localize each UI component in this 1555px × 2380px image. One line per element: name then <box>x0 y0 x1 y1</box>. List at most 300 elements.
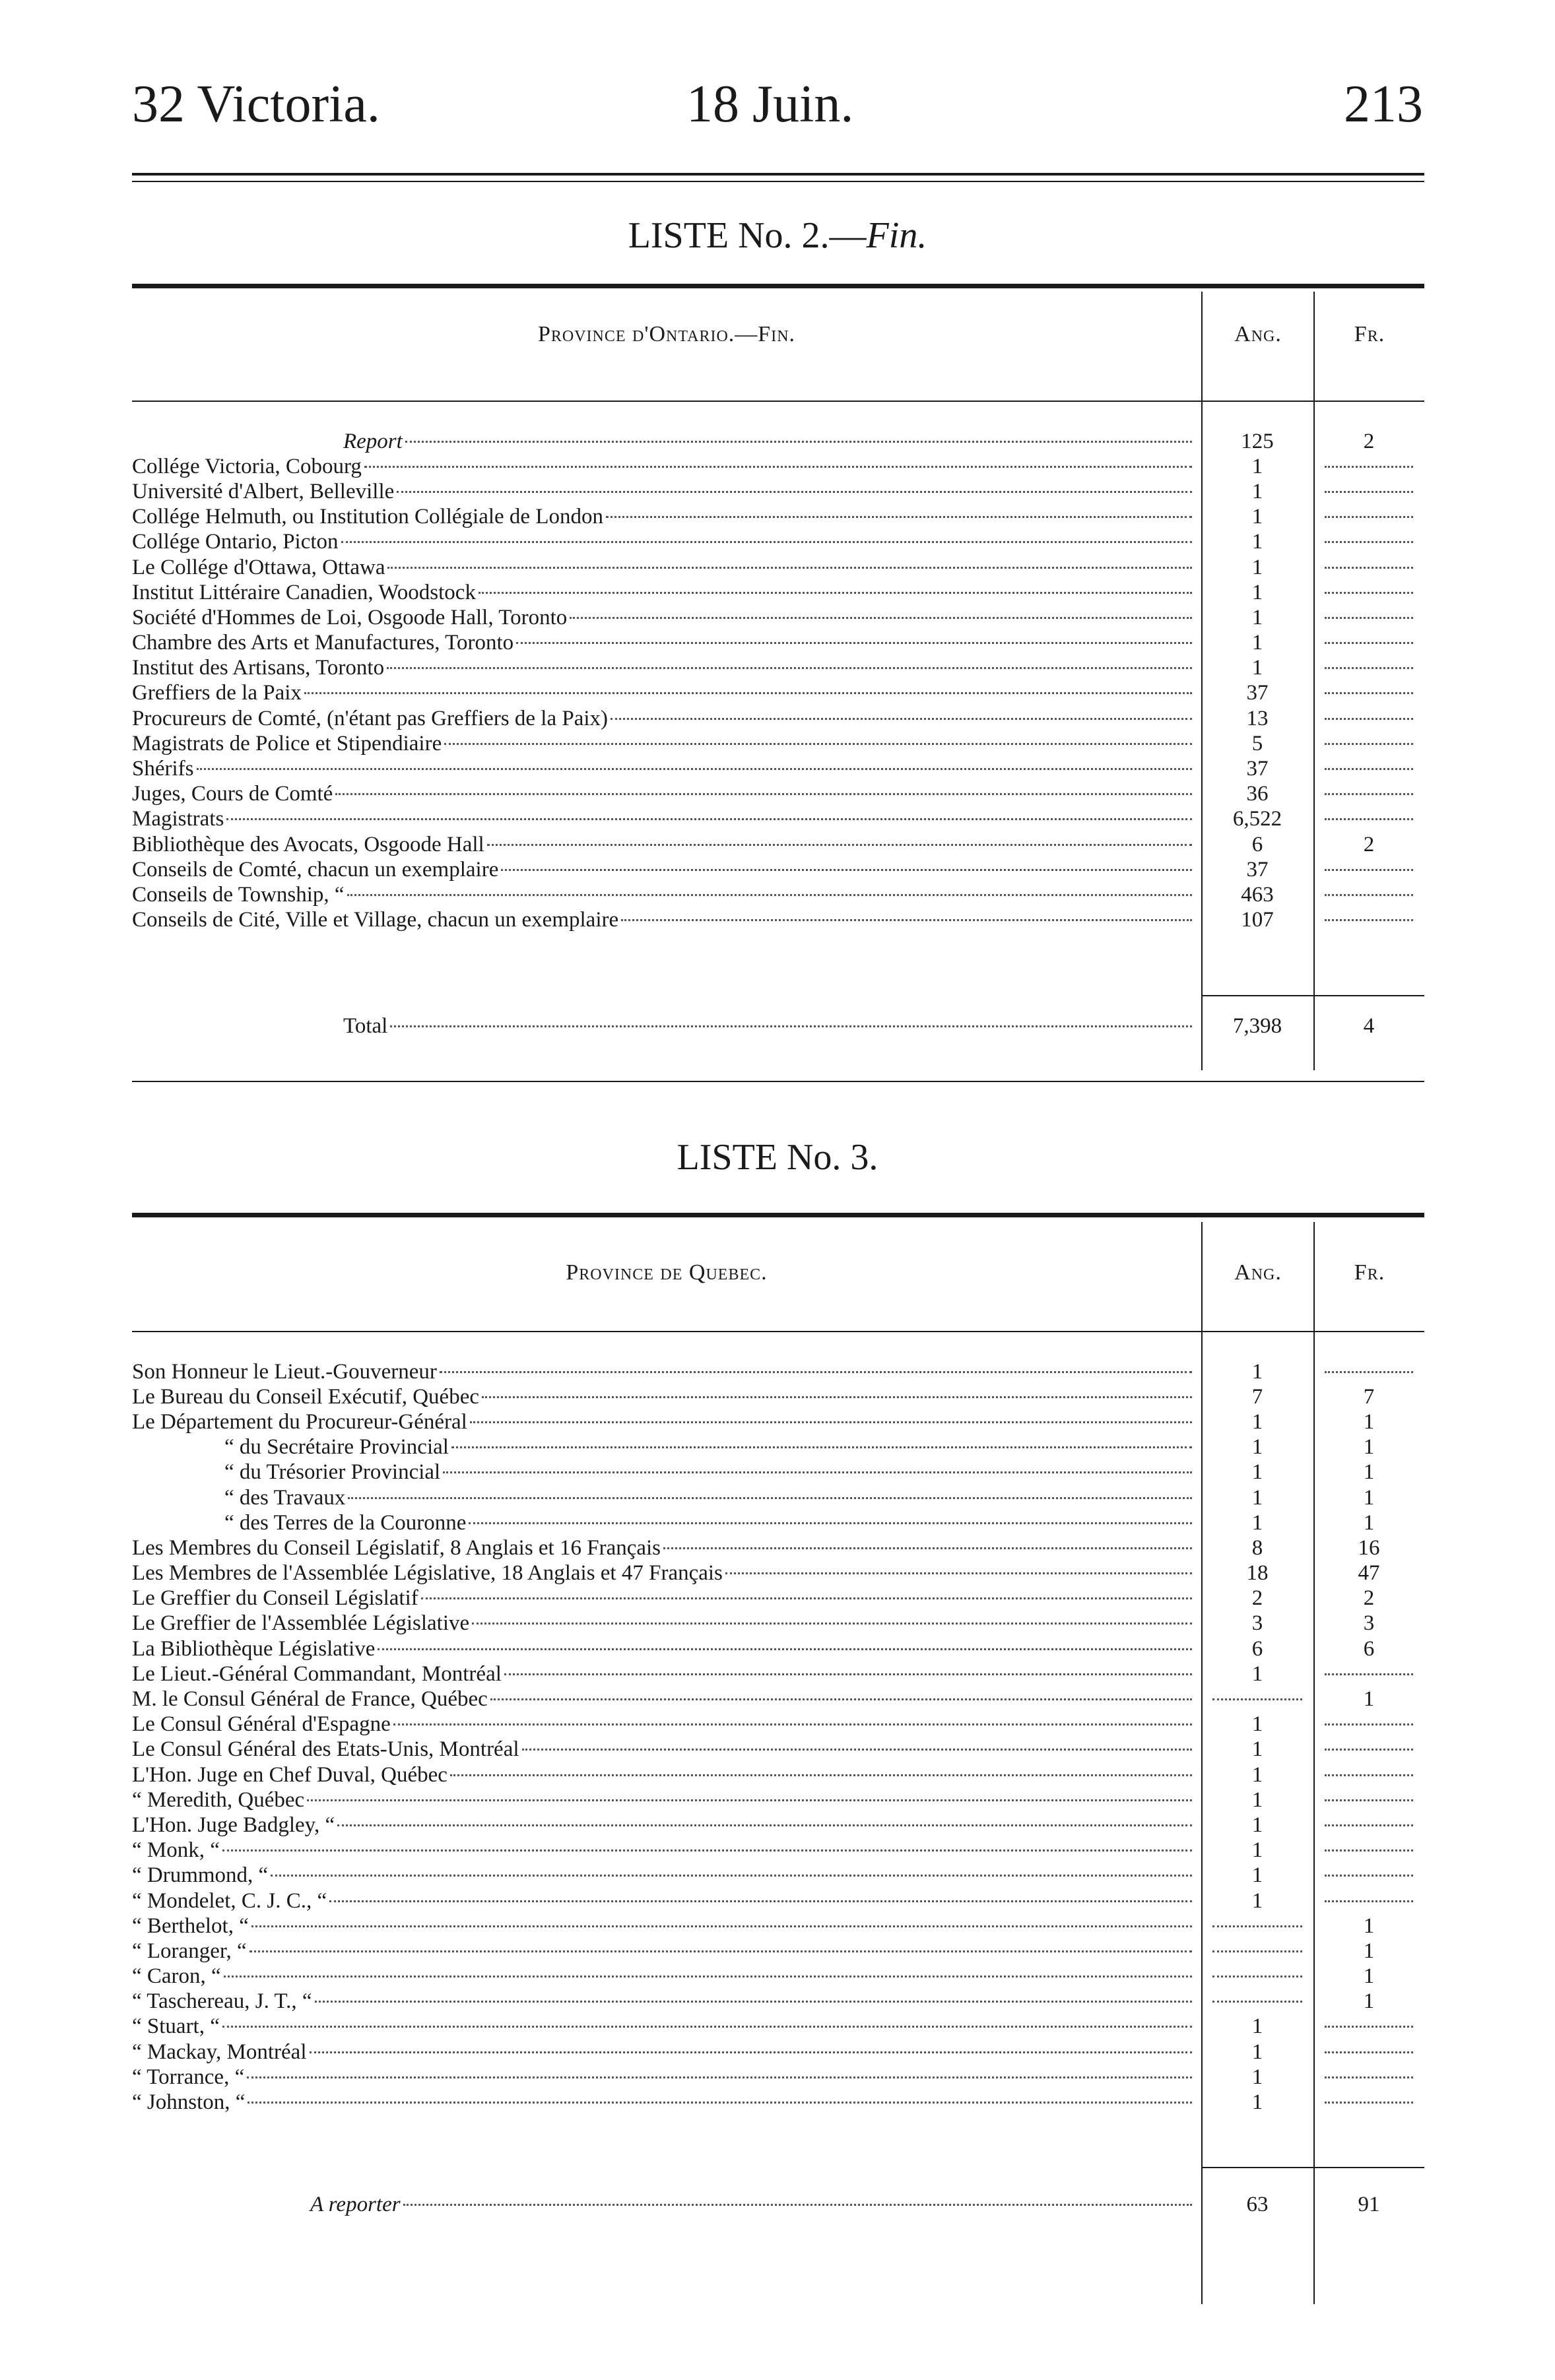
cell-ang <box>1201 1914 1313 1939</box>
blank-leader <box>1325 592 1413 594</box>
row-label: Le Greffier de l'Assemblée Législative <box>132 1611 470 1636</box>
row-label: Conseils de Comté, chacun un exemplaire <box>132 857 499 882</box>
cell-ang: 1 <box>1251 530 1263 554</box>
cell-ang: 37 <box>1246 757 1269 781</box>
table-row <box>132 1914 1424 1939</box>
blank-leader <box>1325 793 1413 795</box>
cell-fr: 1 <box>1363 1939 1375 1963</box>
cell-ang: 1 <box>1251 2090 1263 2115</box>
cell-ang: 1 <box>1251 1838 1263 1863</box>
table-row <box>132 731 1424 756</box>
table-row <box>132 1636 1424 1661</box>
cell-ang <box>1201 1964 1313 1989</box>
cell-ang: 1 <box>1251 1460 1263 1485</box>
row-description <box>132 1914 1201 1939</box>
row-label: “ des Terres de la Couronne <box>224 1510 467 1535</box>
table-row <box>132 631 1424 656</box>
row-description <box>132 908 1201 932</box>
cell-ang: 6 <box>1251 832 1263 856</box>
row-description <box>132 1939 1201 1964</box>
cell-fr <box>1313 1763 1424 1787</box>
blank-leader <box>1325 2102 1413 2104</box>
row-label: “ Drummond, “ <box>132 1863 269 1888</box>
row-label: Institut des Artisans, Toronto <box>132 656 385 680</box>
row-label: “ Mondelet, C. J. C., “ <box>132 1888 327 1913</box>
row-description <box>132 1435 1201 1460</box>
leader-dots <box>469 1522 1192 1524</box>
table-row <box>132 1939 1424 1964</box>
liste2-title <box>0 214 1555 257</box>
row-description <box>132 1712 1201 1737</box>
leader-dots <box>224 1976 1192 1978</box>
row-description <box>132 858 1201 882</box>
table-row <box>132 1888 1424 1914</box>
leader-dots <box>337 1824 1192 1826</box>
leader-dots <box>444 743 1192 745</box>
row-description <box>132 782 1201 806</box>
cell-fr: 1 <box>1363 1485 1375 1510</box>
row-description <box>132 1964 1201 1989</box>
table-row <box>132 1611 1424 1636</box>
table-row <box>132 1813 1424 1838</box>
leader-dots <box>248 2102 1192 2104</box>
cell-ang: 37 <box>1246 681 1269 705</box>
liste2-header-rule <box>132 401 1424 402</box>
cell-fr <box>1313 681 1424 705</box>
leader-dots <box>451 1446 1192 1448</box>
row-label: “ Stuart, “ <box>132 2014 220 2039</box>
blank-leader <box>1325 692 1413 694</box>
cell-ang: 1 <box>1251 1510 1263 1535</box>
row-description <box>132 2014 1201 2039</box>
blank-leader <box>1325 491 1413 493</box>
leader-dots <box>315 2001 1192 2003</box>
row-description <box>132 1737 1201 1762</box>
page-number: 213 <box>1344 75 1423 133</box>
blank-leader <box>1325 1723 1413 1725</box>
blank-leader <box>1325 1371 1413 1373</box>
leader-dots <box>393 1723 1192 1725</box>
cell-fr <box>1313 1712 1424 1737</box>
cell-fr <box>1313 455 1424 479</box>
cell-ang: 1 <box>1251 1661 1263 1686</box>
cell-fr <box>1313 807 1424 831</box>
blank-leader <box>1325 718 1413 720</box>
cell-fr <box>1313 530 1424 554</box>
row-label: “ Berthelot, “ <box>132 1914 249 1938</box>
blank-leader <box>1325 2026 1413 2028</box>
leader-dots <box>663 1547 1192 1549</box>
cell-fr <box>1313 1360 1424 1384</box>
row-description <box>132 883 1201 907</box>
row-description <box>132 732 1201 756</box>
blank-leader <box>1212 2001 1302 2003</box>
table-row <box>132 1838 1424 1863</box>
leader-dots <box>405 441 1192 443</box>
blank-leader <box>1325 541 1413 543</box>
row-label: Magistrats <box>132 807 224 831</box>
blank-leader <box>1325 743 1413 745</box>
row-label: Le Bureau du Conseil Exécutif, Québec <box>132 1384 479 1409</box>
row-description <box>132 656 1201 680</box>
row-description <box>132 2090 1201 2115</box>
leader-dots <box>611 718 1192 720</box>
table-row <box>132 1737 1424 1762</box>
cell-ang: 6,522 <box>1232 807 1282 831</box>
blank-leader <box>1325 919 1413 921</box>
blank-leader <box>1325 2051 1413 2053</box>
cell-ang: 1 <box>1251 1787 1263 1812</box>
cell-fr: 47 <box>1358 1561 1380 1586</box>
liste3-top-rule <box>132 1213 1424 1217</box>
cell-ang: 1 <box>1251 1485 1263 1510</box>
cell-fr <box>1313 606 1424 630</box>
leader-dots <box>570 617 1192 619</box>
row-label: “ du Trésorier Provincial <box>224 1460 441 1485</box>
leader-dots <box>387 667 1192 669</box>
row-description <box>132 1863 1201 1888</box>
row-description <box>132 2193 1201 2217</box>
header-rule-thin <box>132 181 1424 182</box>
table-row <box>132 1510 1424 1535</box>
table-row <box>132 1787 1424 1813</box>
row-label: “ Caron, “ <box>132 1964 221 1989</box>
row-description <box>132 606 1201 630</box>
table-row <box>132 1409 1424 1434</box>
cell-fr: 3 <box>1363 1611 1375 1636</box>
row-label: Le Lieut.-Général Commandant, Montréal <box>132 1661 502 1686</box>
cell-ang: 3 <box>1251 1611 1263 1636</box>
cell-ang: 1 <box>1251 1409 1263 1434</box>
blank-leader <box>1325 567 1413 569</box>
row-label: Conseils de Township, “ <box>132 882 345 907</box>
table-row <box>132 656 1424 681</box>
row-description <box>132 1511 1201 1535</box>
blank-leader <box>1212 1925 1302 1927</box>
leader-dots <box>197 768 1193 770</box>
blank-leader <box>1325 1875 1413 1877</box>
row-description <box>132 1611 1201 1636</box>
table-row <box>132 555 1424 580</box>
leader-dots <box>271 1875 1192 1877</box>
cell-ang: 1 <box>1251 454 1263 478</box>
cell-fr <box>1313 656 1424 680</box>
cell-ang: 1 <box>1251 505 1263 529</box>
cell-ang: 1 <box>1251 605 1263 629</box>
cell-ang: 107 <box>1241 908 1274 932</box>
leader-dots <box>307 1799 1192 1801</box>
row-label: M. le Consul Général de France, Québec <box>132 1687 488 1712</box>
blank-leader <box>1325 894 1413 896</box>
cell-ang <box>1201 1687 1313 1712</box>
leader-dots <box>247 2076 1192 2078</box>
table-row <box>132 605 1424 630</box>
row-description <box>132 430 1201 454</box>
cell-ang: 36 <box>1246 782 1269 806</box>
row-label: Bibliothèque des Avocats, Osgoode Hall <box>132 832 484 856</box>
row-description <box>132 1637 1201 1661</box>
leader-dots <box>522 1749 1192 1751</box>
row-description <box>132 1360 1201 1384</box>
row-label: La Bibliothèque Législative <box>132 1636 376 1661</box>
row-label: Le Consul Général des Etats-Unis, Montréal <box>132 1737 519 1762</box>
table-row <box>132 2065 1424 2090</box>
cell-ang: 1 <box>1251 1888 1263 1913</box>
cell-fr: 1 <box>1363 1914 1375 1938</box>
blank-leader <box>1325 1774 1413 1776</box>
row-description <box>132 1989 1201 2014</box>
row-description <box>132 1687 1201 1712</box>
liste3-rows <box>132 1359 1424 2115</box>
liste3-reporter <box>132 2192 1424 2217</box>
cell-fr: 7 <box>1363 1384 1375 1409</box>
cell-fr <box>1313 757 1424 781</box>
cell-ang: 13 <box>1246 706 1269 730</box>
row-label: L'Hon. Juge Badgley, “ <box>132 1813 335 1837</box>
cell-fr <box>1313 480 1424 504</box>
row-description <box>132 1662 1201 1687</box>
table-row <box>132 1586 1424 1611</box>
cell-fr: 1 <box>1363 1435 1375 1460</box>
liste2-table <box>132 292 1424 1083</box>
blank-leader <box>1325 1749 1413 1751</box>
row-description <box>132 1561 1201 1586</box>
table-row <box>132 2192 1424 2217</box>
blank-leader <box>1325 2076 1413 2078</box>
leader-dots <box>487 844 1192 846</box>
cell-fr <box>1313 2014 1424 2039</box>
table-row <box>132 882 1424 907</box>
cell-fr: 2 <box>1363 1586 1375 1611</box>
blank-leader <box>1325 466 1413 468</box>
liste3-col-ang: Ang. <box>1234 1260 1282 1285</box>
liste3-title: LISTE No. 3. <box>677 1137 878 1178</box>
row-description <box>132 480 1201 504</box>
row-label: L'Hon. Juge en Chef Duval, Québec <box>132 1762 447 1787</box>
table-row <box>132 1661 1424 1687</box>
table-row <box>132 1964 1424 1989</box>
cell-ang: 1 <box>1251 1863 1263 1888</box>
table-row <box>132 857 1424 882</box>
row-description <box>132 2040 1201 2065</box>
cell-fr <box>1313 732 1424 756</box>
leader-dots <box>501 869 1192 871</box>
cell-ang: 1 <box>1251 1712 1263 1737</box>
row-description <box>132 1460 1201 1485</box>
row-description <box>132 631 1201 655</box>
leader-dots <box>725 1572 1192 1574</box>
table-row <box>132 505 1424 530</box>
row-description <box>132 807 1201 831</box>
leader-dots <box>222 2026 1192 2028</box>
cell-ang: 1 <box>1251 2065 1263 2089</box>
cell-fr <box>1313 858 1424 882</box>
row-label: Conseils de Cité, Ville et Village, chacun un exemplaire <box>132 908 619 932</box>
table-row <box>132 530 1424 555</box>
leader-dots <box>490 1698 1192 1700</box>
cell-fr <box>1313 505 1424 529</box>
blank-leader <box>1325 1900 1413 1902</box>
row-description <box>132 1788 1201 1813</box>
row-description <box>132 1385 1201 1409</box>
row-description <box>132 1486 1201 1510</box>
leader-dots <box>421 1597 1192 1599</box>
leader-dots <box>387 567 1192 569</box>
leader-dots <box>397 491 1192 493</box>
table-row <box>132 1712 1424 1737</box>
blank-leader <box>1212 1976 1302 1978</box>
leader-dots <box>347 894 1192 896</box>
row-label: Collége Ontario, Picton <box>132 530 339 554</box>
cell-ang: 1 <box>1251 555 1263 579</box>
row-description <box>132 757 1201 781</box>
row-label: Le Greffier du Conseil Législatif <box>132 1586 418 1611</box>
cell-fr: 1 <box>1363 1510 1375 1535</box>
row-description <box>132 681 1201 705</box>
row-label: Shérifs <box>132 757 194 781</box>
leader-dots <box>504 1673 1192 1675</box>
leader-dots <box>479 592 1192 594</box>
row-label: Magistrats de Police et Stipendiaire <box>132 731 442 756</box>
cell-ang: 1 <box>1251 1737 1263 1762</box>
table-row <box>132 1384 1424 1409</box>
row-label: Collége Helmuth, ou Institution Collégiale de London <box>132 505 603 529</box>
row-description <box>132 1813 1201 1838</box>
row-label: A reporter <box>310 2192 401 2216</box>
cell-fr: 2 <box>1363 832 1375 856</box>
liste3-sum-rule <box>1203 2167 1424 2168</box>
cell-fr <box>1313 1889 1424 1914</box>
liste2-col-fr: Fr. <box>1354 322 1385 346</box>
leader-dots <box>403 2204 1192 2206</box>
cell-fr <box>1313 2040 1424 2065</box>
row-description <box>132 833 1201 857</box>
leader-dots <box>482 1396 1192 1398</box>
row-label: Greffiers de la Paix <box>132 681 302 705</box>
table-row <box>132 2014 1424 2040</box>
row-label: Total <box>343 1013 388 1038</box>
blank-leader <box>1325 1824 1413 1826</box>
table-row <box>132 1460 1424 1485</box>
table-row <box>132 832 1424 857</box>
leader-dots <box>249 1950 1192 1952</box>
row-label: Le Département du Procureur-Général <box>132 1409 467 1434</box>
row-label: Université d'Albert, Belleville <box>132 479 395 503</box>
blank-leader <box>1325 869 1413 871</box>
leader-dots <box>304 692 1192 694</box>
leader-dots <box>222 1849 1192 1851</box>
row-label: “ Mackay, Montréal <box>132 2040 307 2064</box>
cell-fr: 16 <box>1358 1535 1380 1560</box>
leader-dots <box>341 541 1192 543</box>
cell-ang: 1 <box>1251 1435 1263 1460</box>
cell-ang: 63 <box>1246 2192 1269 2216</box>
cell-ang: 1 <box>1251 1813 1263 1837</box>
row-label: Les Membres de l'Assemblée Législative, 18 Anglais et 47 Français <box>132 1561 723 1586</box>
table-row <box>132 2090 1424 2115</box>
cell-ang: 2 <box>1251 1586 1263 1611</box>
cell-fr <box>1313 581 1424 605</box>
row-label: Chambre des Arts et Manufactures, Toronto <box>132 631 514 655</box>
liste3-table <box>132 1222 1424 2304</box>
row-description <box>132 2065 1201 2090</box>
cell-ang: 1 <box>1251 2040 1263 2064</box>
blank-leader <box>1212 1950 1302 1952</box>
leader-dots <box>348 1497 1192 1499</box>
table-row <box>132 1485 1424 1510</box>
row-label: Les Membres du Conseil Législatif, 8 Anglais et 16 Français <box>132 1535 661 1560</box>
liste2-total <box>132 1013 1424 1039</box>
table-row <box>132 756 1424 781</box>
leader-dots <box>516 642 1192 644</box>
table-row <box>132 2040 1424 2065</box>
liste2-bottom-rule <box>132 1081 1424 1082</box>
cell-fr: 2 <box>1363 429 1375 453</box>
row-description <box>132 707 1201 731</box>
leader-dots <box>472 1623 1192 1624</box>
cell-fr: 1 <box>1363 1409 1375 1434</box>
row-label: Report <box>343 429 403 453</box>
liste3-col-fr: Fr. <box>1354 1260 1385 1285</box>
table-row <box>132 1989 1424 2014</box>
table-row <box>132 1359 1424 1384</box>
blank-leader <box>1325 768 1413 770</box>
row-label: “ Johnston, “ <box>132 2090 246 2115</box>
table-row <box>132 1687 1424 1712</box>
cell-ang: 1 <box>1251 580 1263 604</box>
cell-fr <box>1313 908 1424 932</box>
leader-dots <box>443 1471 1192 1473</box>
cell-ang: 1 <box>1251 2014 1263 2039</box>
leader-dots <box>310 2051 1193 2053</box>
row-label: “ des Travaux <box>224 1485 346 1510</box>
table-row <box>132 454 1424 479</box>
row-label: Le Collége d'Ottawa, Ottawa <box>132 555 385 579</box>
row-description <box>132 530 1201 554</box>
cell-fr <box>1313 1863 1424 1888</box>
table-row <box>132 706 1424 731</box>
blank-leader <box>1212 1698 1302 1700</box>
row-description <box>132 581 1201 605</box>
row-description <box>132 1014 1201 1039</box>
blank-leader <box>1325 818 1413 820</box>
header-rule <box>132 173 1424 176</box>
leader-dots <box>450 1774 1192 1776</box>
row-description <box>132 1410 1201 1434</box>
table-row <box>132 807 1424 832</box>
blank-leader <box>1325 516 1413 518</box>
cell-ang: 37 <box>1246 857 1269 882</box>
cell-fr <box>1313 1838 1424 1863</box>
cell-ang: 1 <box>1251 1359 1263 1384</box>
cell-ang: 7 <box>1251 1384 1263 1409</box>
page-header-center: 18 Juin. <box>686 75 854 133</box>
liste2-title-fin: Fin. <box>866 215 927 256</box>
cell-ang: 8 <box>1251 1535 1263 1560</box>
cell-ang: 5 <box>1251 731 1263 756</box>
cell-ang: 1 <box>1251 656 1263 680</box>
liste3-col-description: Province de Quebec. <box>566 1260 768 1285</box>
row-label: Le Consul Général d'Espagne <box>132 1712 391 1737</box>
cell-ang: 125 <box>1241 429 1274 453</box>
cell-fr: 4 <box>1363 1013 1375 1038</box>
liste2-rows <box>132 429 1424 933</box>
row-label: Collége Victoria, Cobourg <box>132 454 362 478</box>
blank-leader <box>1325 1673 1413 1675</box>
table-row <box>132 580 1424 605</box>
cell-fr <box>1313 2065 1424 2090</box>
table-row <box>132 1435 1424 1460</box>
